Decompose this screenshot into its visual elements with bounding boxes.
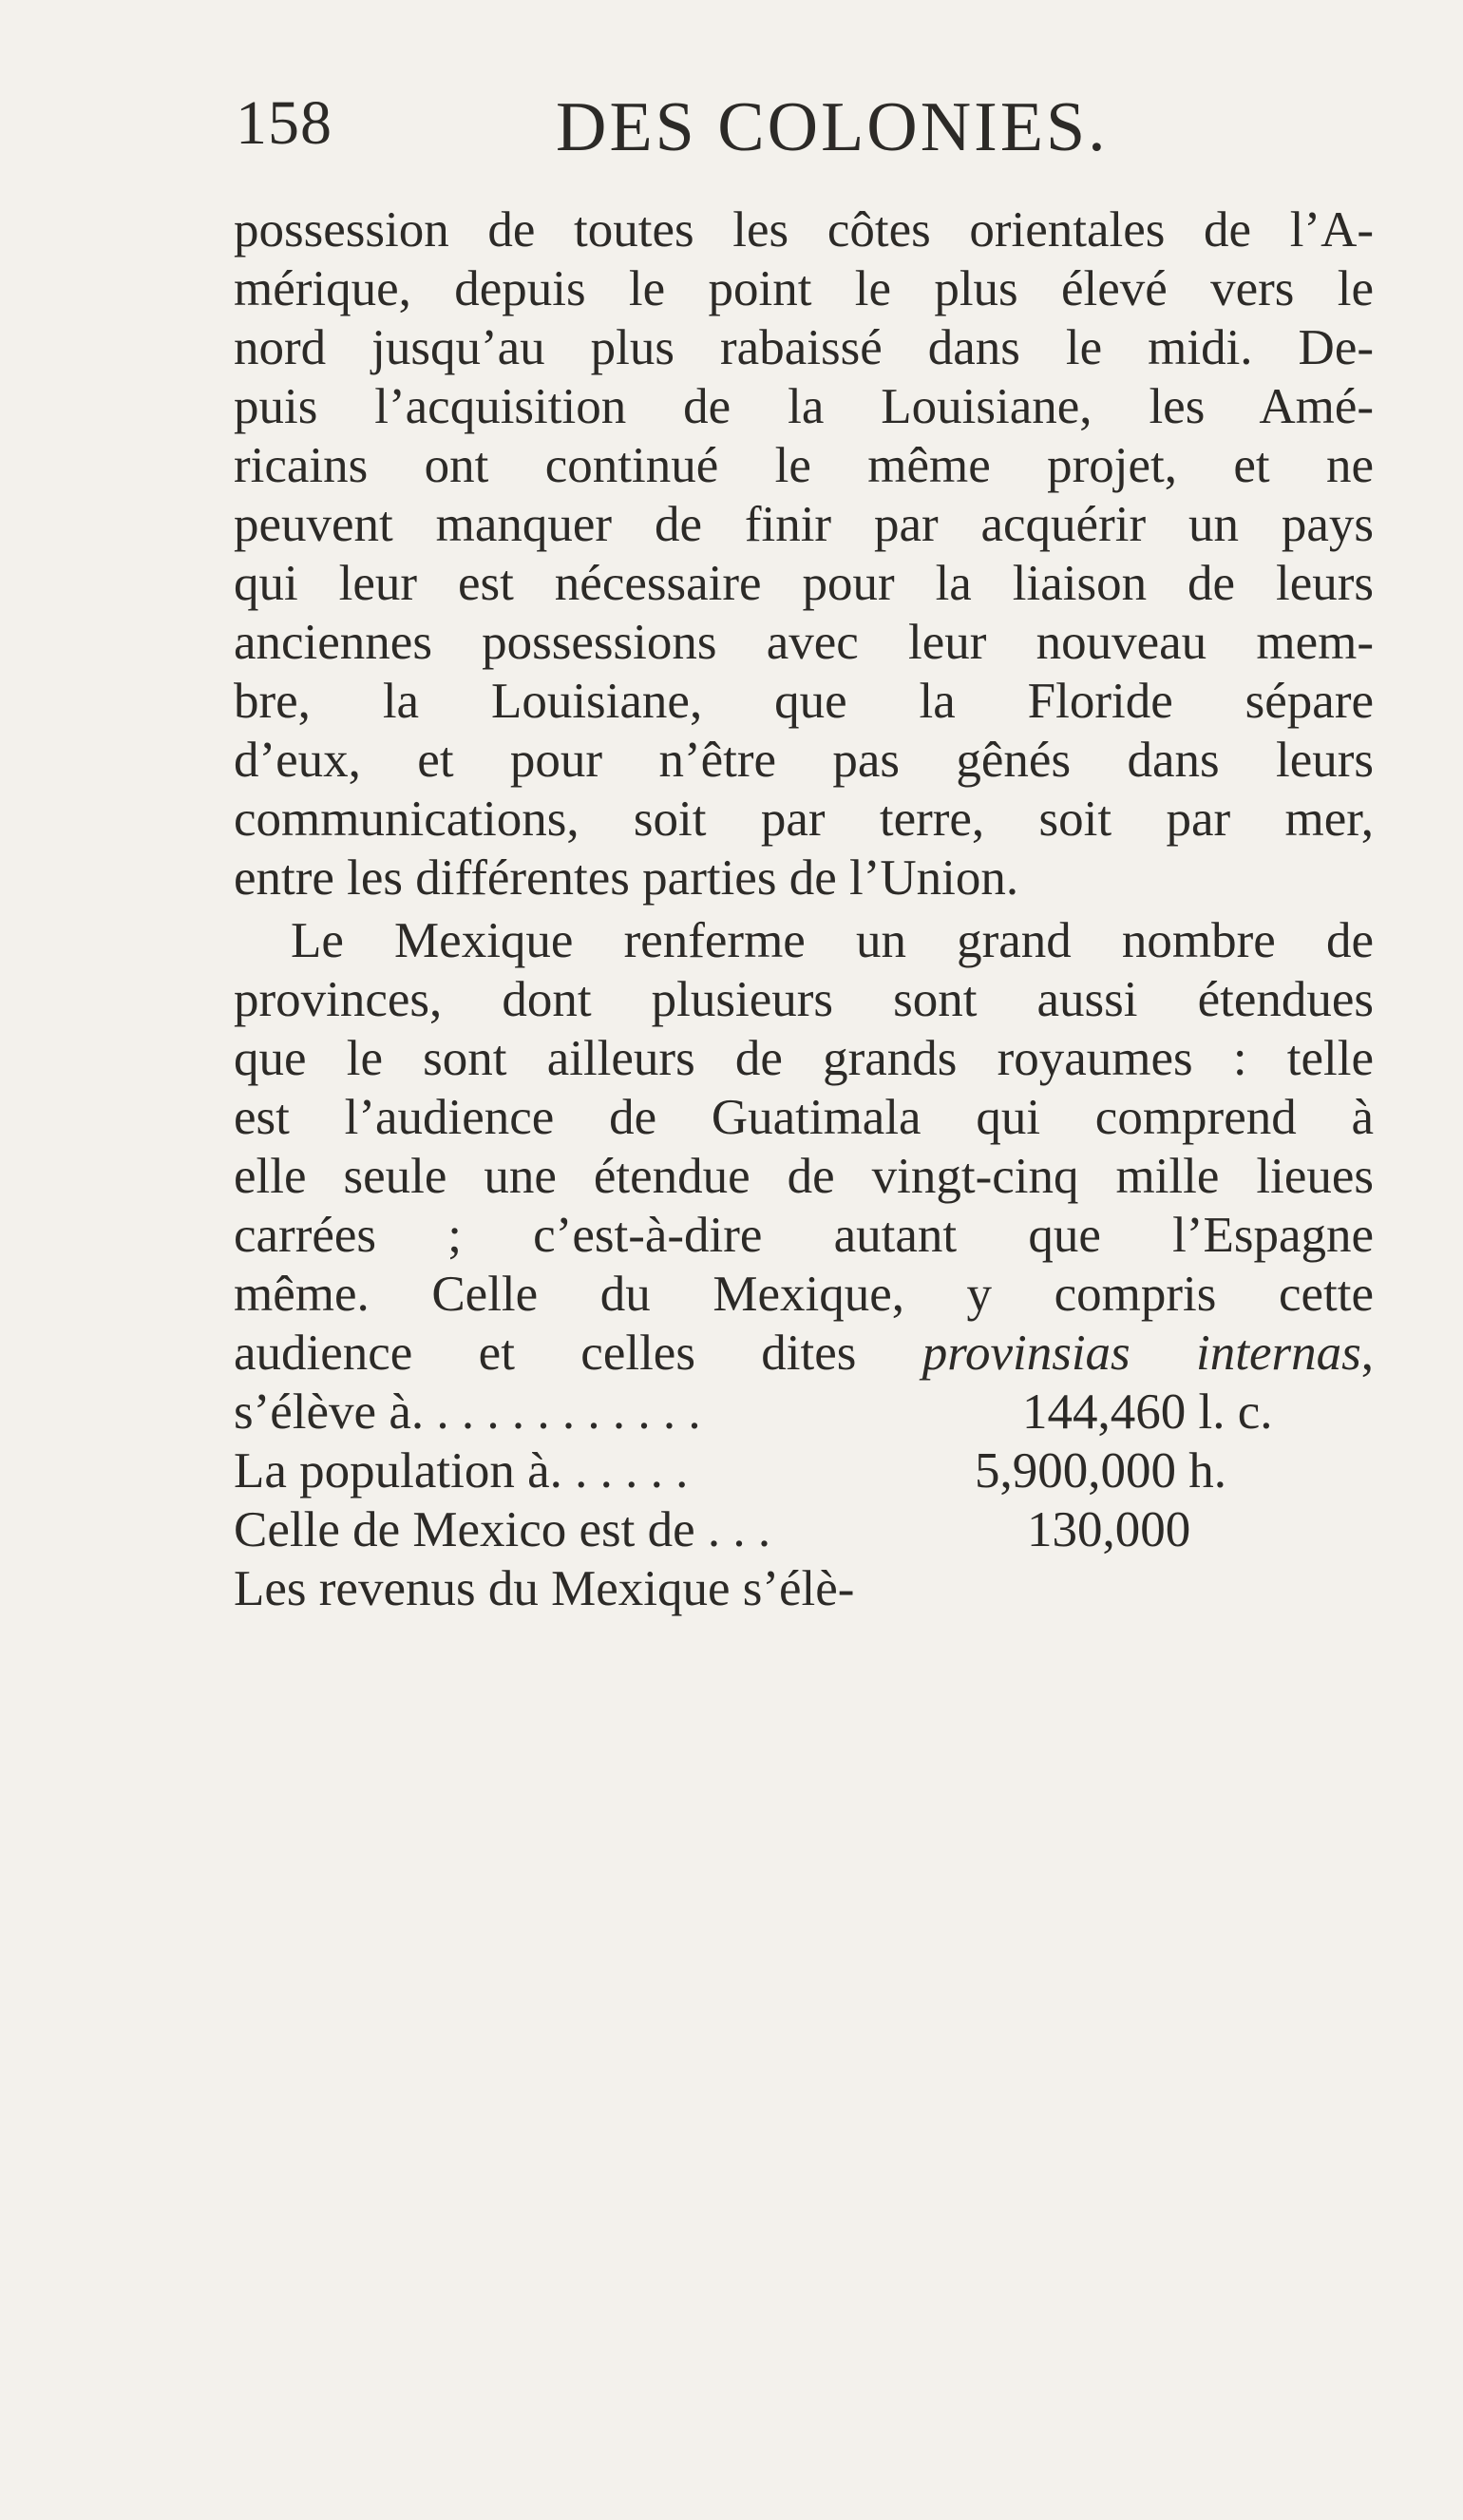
text-line: Le Mexique renferme un grand nombre de [291,913,1374,968]
text-line: entre les différentes parties de l’Union. [234,850,1019,906]
text-line: puis l’acquisition de la Louisiane, les Amé- [234,379,1374,434]
stat-row [234,1499,1374,1560]
stat-label: La population à. . . . . . [234,1443,689,1499]
text-line: ricains ont continué le même projet, et ne [234,438,1374,493]
stat-label: s’élève à. . . . . . . . . . . . [234,1384,701,1440]
text-line: Les revenus du Mexique s’élè- [234,1561,855,1616]
text-segment: , [1360,1326,1375,1381]
stat-row [234,1382,1374,1442]
text-line: même. Celle du Mexique, y compris cette [234,1267,1374,1322]
text-line: elle seule une étendue de vingt-cinq mille lieues [234,1149,1374,1204]
text-line: possession de toutes les côtes orientales de l’A- [234,202,1374,258]
text-line: bre, la Louisiane, que la Floride sépare [234,674,1374,729]
text-line: provinces, dont plusieurs sont aussi étendues [234,972,1374,1027]
running-title: DES COLONIES. [556,88,1109,166]
stat-value: 5,900,000 h. [975,1443,1226,1499]
text-line: que le sont ailleurs de grands royaumes : telle [234,1031,1374,1086]
text-line: carrées ; c’est-à-dire autant que l’Espagne [234,1208,1374,1263]
text-line: mérique, depuis le point le plus élevé vers le [234,261,1374,316]
text-line: d’eux, et pour n’être pas gênés dans leurs [234,733,1374,788]
text-line [234,1323,1374,1384]
text-line: qui leur est nécessaire pour la liaison de leurs [234,556,1374,611]
stat-row [234,1441,1374,1501]
text-line: peuvent manquer de finir par acquérir un pays [234,497,1374,552]
stat-value: 144,460 l. c. [1022,1384,1273,1440]
stat-value: 130,000 [1027,1502,1191,1557]
italic-term: provinsias internas [922,1326,1361,1381]
text-line: nord jusqu’au plus rabaissé dans le midi. De- [234,320,1374,375]
text-line: est l’audience de Guatimala qui comprend à [234,1090,1374,1145]
text-segment: audience et celles dites [234,1326,922,1381]
text-line: anciennes possessions avec leur nouveau mem- [234,615,1374,670]
page-number: 158 [236,88,332,158]
stat-label: Celle de Mexico est de . . . [234,1502,771,1557]
text-line: communications, soit par terre, soit par mer, [234,792,1374,847]
